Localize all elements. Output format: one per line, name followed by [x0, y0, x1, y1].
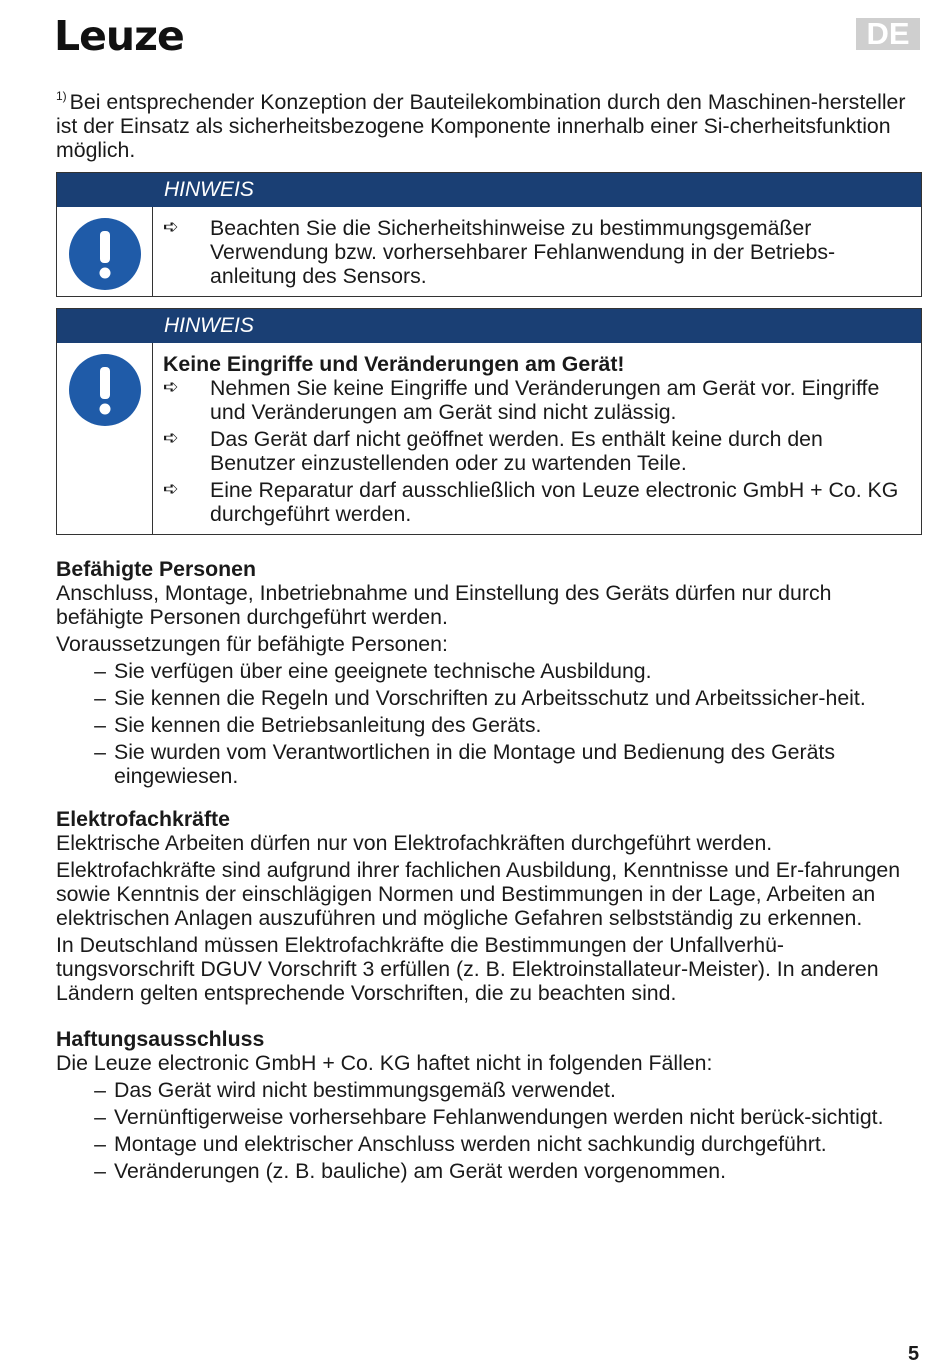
language-badge: DE	[856, 18, 920, 50]
notice-header	[57, 309, 921, 343]
notice-list-item	[163, 216, 913, 288]
notice-body	[57, 343, 921, 534]
list-item	[56, 713, 922, 737]
notice-box-2	[56, 308, 922, 535]
arrow-bullet-icon: ➪	[163, 217, 179, 238]
list-item	[56, 740, 922, 788]
paragraph: Anschluss, Montage, Inbetriebnahme und Einstellung des Geräts dürfen nur durch befähigte Personen durchgeführt werden.	[56, 581, 832, 629]
notice-item-text: Beachten Sie die Sicherheitshinweise zu bestimmungsgemäßer Verwendung bzw. vorhersehbarer Fehlanwendung in der Betriebs-anleitung des Sensors.	[210, 216, 836, 288]
dash-list	[56, 1078, 922, 1183]
dash-bullet: –	[94, 1105, 106, 1129]
dash-bullet: –	[94, 1132, 106, 1156]
notice-list-item	[163, 376, 913, 424]
list-item-text: Sie wurden vom Verantwortlichen in die Montage und Bedienung des Geräts eingewiesen.	[114, 740, 835, 788]
footnote	[56, 84, 922, 162]
paragraph: Die Leuze electronic GmbH + Co. KG haftet nicht in folgenden Fällen:	[56, 1051, 713, 1075]
paragraph: Elektrische Arbeiten dürfen nur von Elektrofachkräften durchgeführt werden.	[56, 831, 773, 855]
notice-item-text: Das Gerät darf nicht geöffnet werden. Es enthält keine durch den Benutzer einzustellenden oder zu wartenden Teile.	[210, 427, 823, 475]
list-item-text: Das Gerät wird nicht bestimmungsgemäß verwendet.	[114, 1078, 616, 1102]
notice-icon-cell	[57, 207, 153, 296]
notice-header	[57, 173, 921, 207]
dash-bullet: –	[94, 713, 106, 737]
dash-bullet: –	[94, 740, 106, 764]
notice-heading: HINWEIS	[164, 178, 254, 201]
list-item	[56, 686, 922, 710]
page-number: 5	[908, 1343, 920, 1365]
list-item-text: Sie kennen die Betriebsanleitung des Geräts.	[114, 713, 542, 737]
list-item-text: Vernünftigerweise vorhersehbare Fehlanwendungen werden nicht berück-sichtigt.	[114, 1105, 884, 1129]
paragraph: In Deutschland müssen Elektrofachkräfte die Bestimmungen der Unfallverhü-tungsvorschrift DGUV Vorschrift 3 erfüllen (z. B. Elektroinstallateur-Meister). In anderen Ländern gelten entsprechende Vorschriften, die zu beachten sind.	[56, 933, 879, 1005]
notice-text	[153, 207, 921, 296]
arrow-bullet-icon: ➪	[163, 479, 179, 500]
dash-bullet: –	[94, 659, 106, 683]
notice-box-1	[56, 172, 922, 297]
notice-heading: HINWEIS	[164, 314, 254, 337]
exclamation-circle-icon	[68, 353, 142, 427]
notice-item-text: Eine Reparatur darf ausschließlich von Leuze electronic GmbH + Co. KG durchgeführt werden.	[210, 478, 899, 526]
list-item-text: Veränderungen (z. B. bauliche) am Gerät werden vorgenommen.	[114, 1159, 727, 1183]
notice-list-item	[163, 427, 913, 475]
page-content	[56, 84, 922, 1186]
list-item-text: Sie verfügen über eine geeignete technische Ausbildung.	[114, 659, 652, 683]
dash-bullet: –	[94, 1159, 106, 1183]
section-title: Elektrofachkräfte	[56, 807, 230, 831]
notice-title: Keine Eingriffe und Veränderungen am Gerät!	[163, 352, 625, 376]
dash-bullet: –	[94, 686, 106, 710]
section-electricians	[56, 807, 922, 1005]
dash-list	[56, 659, 922, 788]
footnote-text: Bei entsprechender Konzeption der Bauteilekombination durch den Maschinen-hersteller ist der Einsatz als sicherheitsbezogene Komponente innerhalb einer Si-cherheitsfunktion möglich.	[56, 90, 906, 162]
notice-text	[153, 343, 921, 534]
section-liability	[56, 1027, 922, 1183]
arrow-bullet-icon: ➪	[163, 377, 179, 398]
list-item	[56, 1078, 922, 1102]
list-item	[56, 659, 922, 683]
notice-icon-cell	[57, 343, 153, 534]
section-qualified-persons	[56, 557, 922, 788]
paragraph: Voraussetzungen für befähigte Personen:	[56, 632, 448, 656]
list-item-text: Montage und elektrischer Anschluss werden nicht sachkundig durchgeführt.	[114, 1132, 827, 1156]
list-item	[56, 1132, 922, 1156]
notice-item-text: Nehmen Sie keine Eingriffe und Veränderungen am Gerät vor. Eingriffe und Veränderungen am Gerät sind nicht zulässig.	[210, 376, 880, 424]
brand-logo: Leuze	[54, 12, 184, 60]
list-item-text: Sie kennen die Regeln und Vorschriften zu Arbeitsschutz und Arbeitssicher-heit.	[114, 686, 866, 710]
notice-list-item	[163, 478, 913, 526]
section-title: Befähigte Personen	[56, 557, 257, 581]
dash-bullet: –	[94, 1078, 106, 1102]
notice-body	[57, 207, 921, 296]
arrow-bullet-icon: ➪	[163, 428, 179, 449]
paragraph: Elektrofachkräfte sind aufgrund ihrer fachlichen Ausbildung, Kenntnisse und Er-fahrungen sowie Kenntnis der einschlägigen Normen und Bestimmungen in der Lage, Arbeiten an elektrischen Anlagen auszuführen und mögliche Gefahren selbstständig zu erkennen.	[56, 858, 901, 930]
list-item	[56, 1105, 922, 1129]
exclamation-circle-icon	[68, 217, 142, 291]
footnote-marker: 1)	[56, 89, 67, 103]
list-item	[56, 1159, 922, 1183]
section-title: Haftungsausschluss	[56, 1027, 265, 1051]
